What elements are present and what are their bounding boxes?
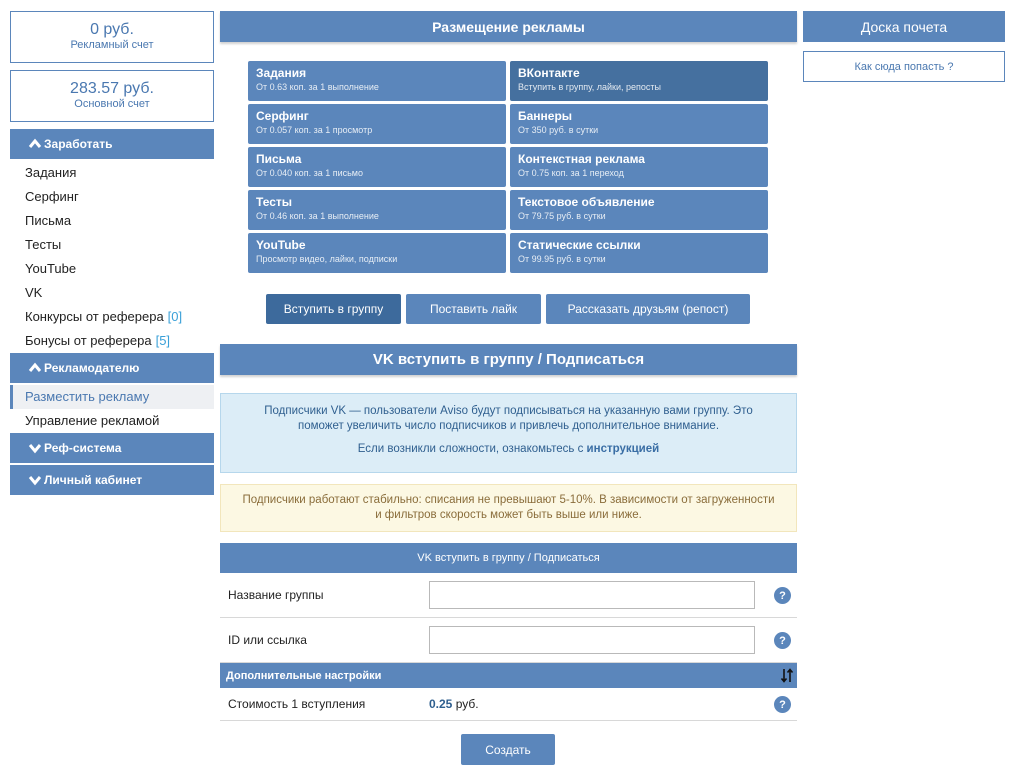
- menu-head-advertiser-label: Рекламодателю: [44, 361, 140, 375]
- menu-item-label: Бонусы от реферера: [25, 333, 152, 348]
- tab-like[interactable]: Поставить лайк: [406, 294, 541, 324]
- cost-label: Стоимость 1 вступления: [228, 697, 366, 711]
- ad-tile-static-links[interactable]: [510, 233, 768, 273]
- menu-item-tasks[interactable]: [10, 161, 214, 185]
- menu-item-label: Разместить рекламу: [25, 389, 150, 404]
- group-name-label: Название группы: [228, 588, 324, 602]
- ad-tile-subtitle: От 0.63 коп. за 1 выполнение: [256, 82, 379, 92]
- main-balance-caption: Основной счет: [74, 98, 150, 110]
- info-help-line: [241, 442, 776, 457]
- warning-text: Подписчики работают стабильно: списания не превышают 5-10%. В зависимости от загруженности и фильтров скорость может быть выше или ниже.: [242, 494, 775, 521]
- sort-toggle-icon[interactable]: [780, 668, 794, 683]
- ad-tile-title: Баннеры: [518, 108, 573, 123]
- ad-tile-subtitle: От 0.75 коп. за 1 переход: [518, 167, 624, 178]
- ad-tile-letters[interactable]: [248, 147, 506, 187]
- vk-join-form: [220, 543, 797, 721]
- menu-item-count: [5]: [155, 333, 171, 348]
- menu-head-ref-system[interactable]: [10, 433, 214, 465]
- info-box: [220, 393, 797, 473]
- group-id-input[interactable]: [429, 626, 755, 654]
- menu-item-tests[interactable]: [10, 233, 214, 257]
- main-balance-amount: 283.57 руб.: [70, 80, 154, 97]
- ad-tile-tasks[interactable]: [248, 61, 506, 101]
- menu-item-youtube[interactable]: [10, 257, 214, 281]
- menu-head-advertiser[interactable]: [10, 353, 214, 385]
- menu-head-earn[interactable]: [10, 129, 214, 161]
- ad-balance-amount: 0 руб.: [90, 21, 134, 38]
- info-help-prefix: Если возникли сложности, ознакомьтесь с: [357, 443, 584, 455]
- cost-amount: 0.25: [429, 697, 453, 711]
- group-name-input[interactable]: [429, 581, 755, 609]
- main-balance[interactable]: [10, 70, 214, 122]
- ad-tile-surfing[interactable]: [248, 104, 506, 144]
- menu-item-label: YouTube: [25, 261, 77, 276]
- ad-tile-title: Задания: [256, 66, 307, 80]
- ad-tile-subtitle: От 0.46 коп. за 1 выполнение: [256, 210, 379, 221]
- menu-item-label: Письма: [25, 213, 72, 228]
- form-title: VK вступить в группу / Подписаться: [220, 543, 797, 573]
- menu-item-label: Тесты: [25, 237, 62, 252]
- menu-head-ref-label: Реф-система: [44, 441, 122, 455]
- cost-row: [220, 688, 797, 721]
- ad-tile-title: ВКонтакте: [518, 66, 580, 80]
- ad-tile-tests[interactable]: [248, 190, 506, 230]
- menu-item-count: [0]: [167, 309, 183, 324]
- honor-board-link[interactable]: Как сюда попасть ?: [803, 51, 1005, 82]
- ad-tile-subtitle: От 350 руб. в сутки: [518, 124, 599, 135]
- honor-board-title: Доска почета: [803, 11, 1005, 42]
- menu-head-earn-label: Заработать: [44, 137, 113, 151]
- help-icon[interactable]: ?: [774, 587, 791, 604]
- ad-tile-subtitle: От 0.040 коп. за 1 письмо: [256, 167, 363, 178]
- menu-item-place-ad[interactable]: [10, 385, 214, 409]
- menu-item-manage-ads[interactable]: [10, 409, 214, 433]
- chevron-up-icon: [28, 137, 42, 151]
- info-text: Подписчики VK — пользователи Aviso будут подписываться на указанную вами группу. Это поможет увеличить число подписчиков и привлечь дополнительное внимание.: [264, 405, 753, 432]
- menu-item-label: Серфинг: [25, 189, 79, 204]
- ad-tile-banners[interactable]: [510, 104, 768, 144]
- menu-head-cabinet[interactable]: [10, 465, 214, 497]
- ad-tile-title: YouTube: [256, 237, 306, 252]
- sidebar-menu: [10, 129, 214, 497]
- ad-type-grid: [248, 61, 769, 273]
- menu-item-letters[interactable]: [10, 209, 214, 233]
- ad-balance-caption: Рекламный счет: [70, 39, 154, 51]
- group-id-label: ID или ссылка: [228, 633, 307, 647]
- ad-tile-title: Тесты: [256, 194, 293, 209]
- page-title: Размещение рекламы: [220, 11, 797, 42]
- menu-item-ref-contests[interactable]: [10, 305, 214, 329]
- chevron-up-icon: [28, 361, 42, 375]
- ad-tile-title: Текстовое объявление: [518, 194, 655, 209]
- cost-value: [429, 697, 479, 711]
- menu-item-vk[interactable]: [10, 281, 214, 305]
- chevron-down-icon: [28, 441, 42, 455]
- ad-tile-title: Письма: [256, 151, 302, 166]
- vk-action-tabs: [266, 294, 750, 324]
- ad-balance[interactable]: [10, 11, 214, 63]
- ad-tile-youtube[interactable]: [248, 233, 506, 273]
- group-id-row: [220, 618, 797, 663]
- tab-repost[interactable]: Рассказать друзьям (репост): [546, 294, 750, 324]
- menu-head-cabinet-label: Личный кабинет: [44, 473, 143, 487]
- help-icon[interactable]: ?: [774, 696, 791, 713]
- ad-tile-subtitle: Просмотр видео, лайки, подписки: [256, 253, 398, 264]
- ad-tile-vkontakte[interactable]: [510, 61, 768, 101]
- group-name-row: [220, 573, 797, 618]
- ad-tile-title: Контекстная реклама: [518, 151, 645, 166]
- tab-join-group[interactable]: Вступить в группу: [266, 294, 401, 324]
- ad-tile-subtitle: От 79.75 руб. в сутки: [518, 210, 606, 221]
- extra-settings-header[interactable]: [220, 663, 797, 688]
- instruction-link[interactable]: инструкцией: [586, 443, 660, 455]
- menu-item-label: Конкурсы от реферера: [25, 309, 164, 324]
- ad-tile-title: Статические ссылки: [518, 237, 641, 252]
- cost-unit: руб.: [452, 697, 479, 711]
- menu-item-surfing[interactable]: [10, 185, 214, 209]
- menu-item-ref-bonuses[interactable]: [10, 329, 214, 353]
- chevron-down-icon: [28, 473, 42, 487]
- help-icon[interactable]: ?: [774, 632, 791, 649]
- menu-item-label: Задания: [25, 165, 77, 180]
- menu-item-label: VK: [25, 285, 43, 300]
- menu-item-label: Управление рекламой: [25, 413, 160, 428]
- ad-tile-title: Серфинг: [256, 108, 309, 123]
- ad-tile-context[interactable]: [510, 147, 768, 187]
- create-button[interactable]: Создать: [461, 734, 555, 765]
- ad-tile-text-ad[interactable]: [510, 190, 768, 230]
- ad-tile-subtitle: От 0.057 коп. за 1 просмотр: [256, 124, 373, 135]
- ad-tile-subtitle: От 99.95 руб. в сутки: [518, 253, 606, 264]
- warning-box: [220, 484, 797, 532]
- extra-settings-label: Дополнительные настройки: [226, 669, 382, 682]
- section-title: VK вступить в группу / Подписаться: [220, 344, 797, 375]
- ad-tile-subtitle: Вступить в группу, лайки, репосты: [518, 82, 661, 92]
